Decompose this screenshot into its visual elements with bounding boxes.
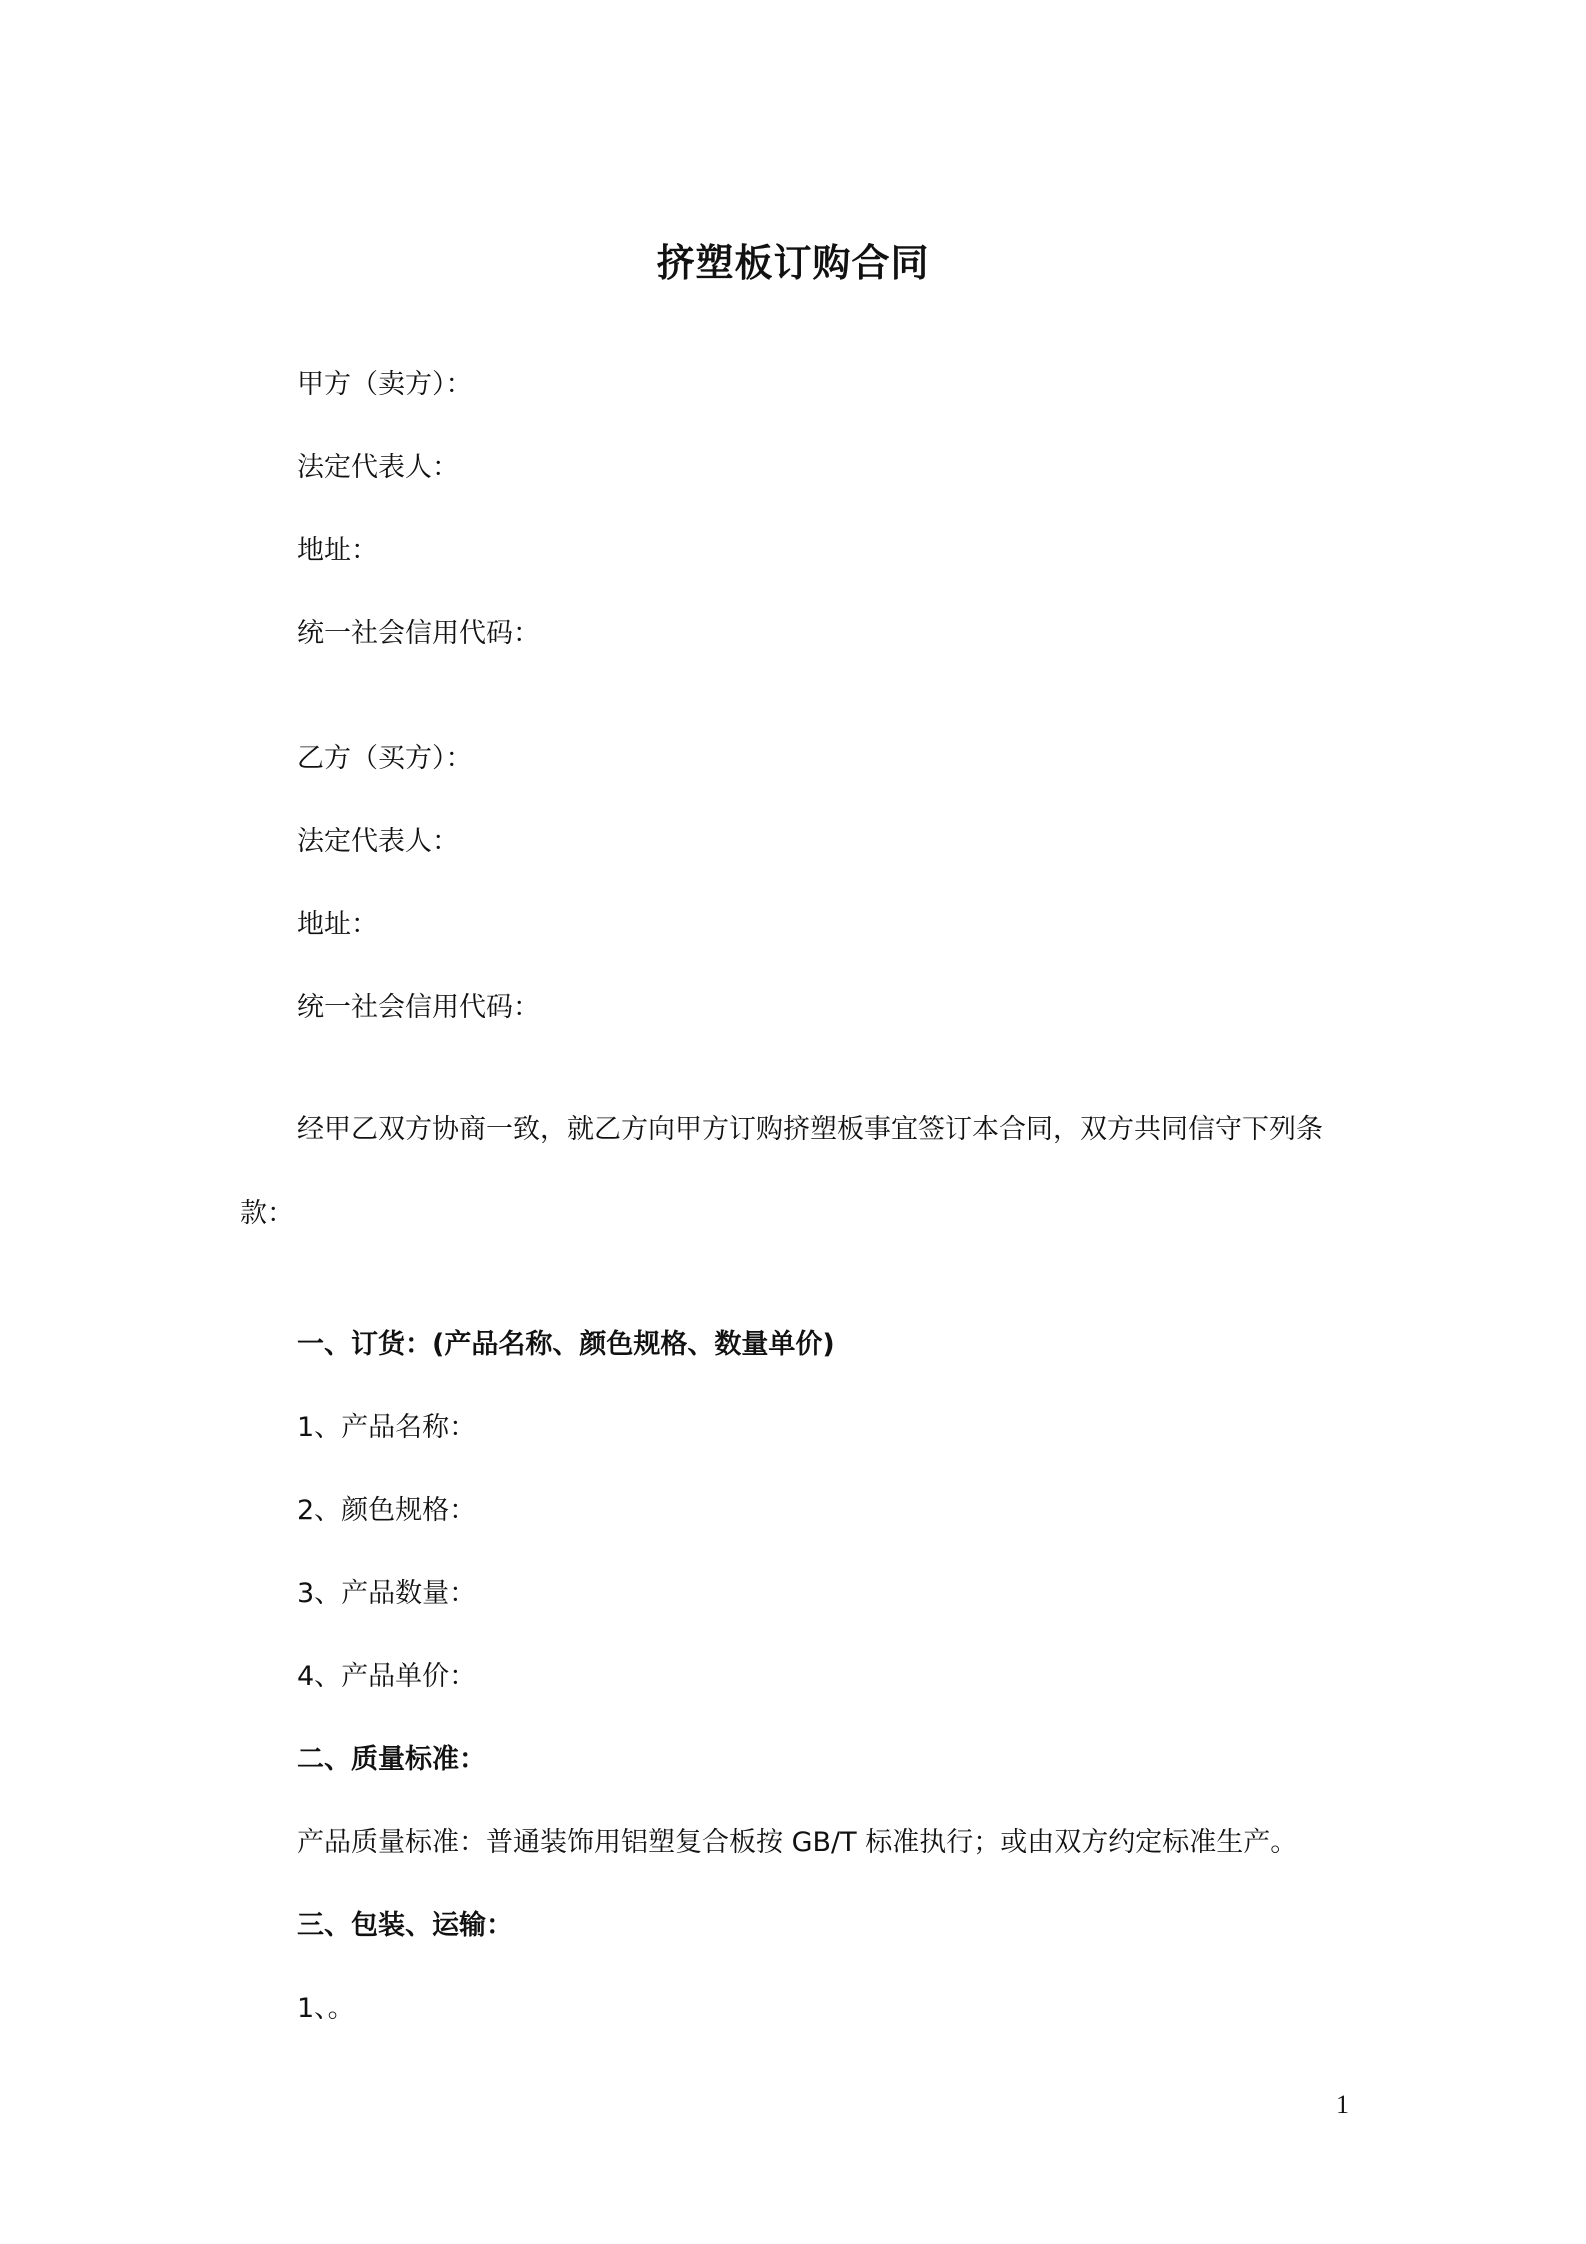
- page-number: 1: [1336, 2090, 1349, 2119]
- section-2-quality-text: 产品质量标准：普通装饰用铝塑复合板按 GB/T 标准执行；或由双方约定标准生产。: [297, 1827, 1298, 1858]
- document-title: 挤塑板订购合同: [656, 241, 930, 285]
- section-3-item-1: 1、。: [297, 1993, 355, 2024]
- party-a-label: 甲方（卖方）：: [297, 369, 473, 400]
- party-b-legal-rep: 法定代表人：: [297, 826, 459, 857]
- section-1-item-unit-price: 4、产品单价：: [297, 1661, 477, 1692]
- party-a-address: 地址：: [297, 535, 378, 566]
- section-2-heading: 二、质量标准：: [297, 1744, 486, 1775]
- party-a-credit-code: 统一社会信用代码：: [297, 618, 540, 649]
- contract-intro-paragraph: 经甲乙双方协商一致，就乙方向甲方订购挤塑板事宜签订本合同，双方共同信守下列条款：: [240, 1114, 1323, 1229]
- party-b-label: 乙方（买方）：: [297, 743, 473, 774]
- party-b-address: 地址：: [297, 909, 378, 940]
- section-1-heading: 一、订货：(产品名称、颜色规格、数量单价): [297, 1329, 835, 1360]
- section-1-item-product-name: 1、产品名称：: [297, 1412, 477, 1443]
- section-3-heading: 三、包装、运输：: [297, 1910, 513, 1941]
- party-b-credit-code: 统一社会信用代码：: [297, 992, 540, 1023]
- section-1-item-color-spec: 2、颜色规格：: [297, 1495, 477, 1526]
- party-a-legal-rep: 法定代表人：: [297, 452, 459, 483]
- section-1-item-quantity: 3、产品数量：: [297, 1578, 477, 1609]
